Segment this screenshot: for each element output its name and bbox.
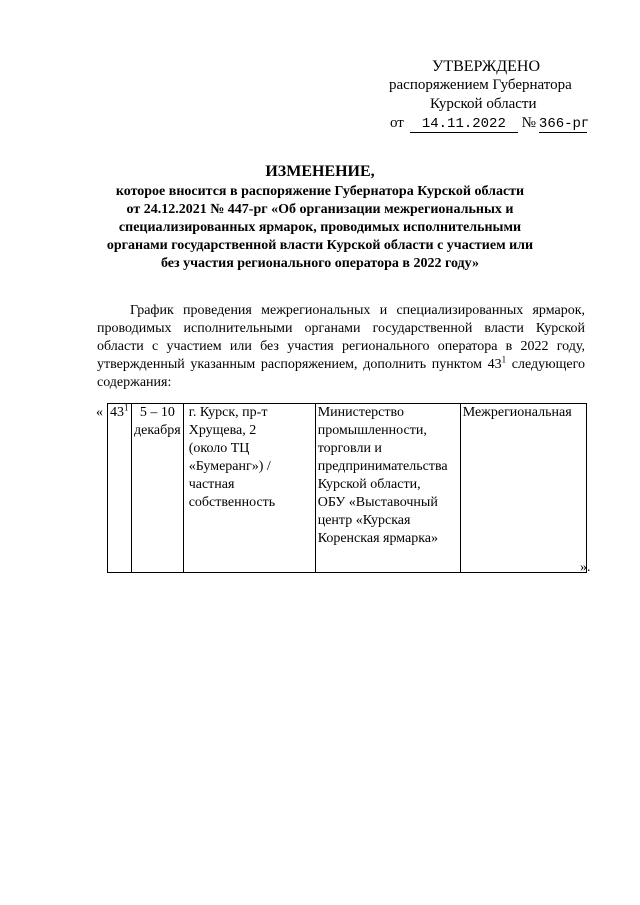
heading-line: специализированных ярмарок, проводимых исполнительными — [118, 220, 522, 235]
organizer-line: Коренская ярмарка» — [317, 531, 439, 546]
approved-label: УТВЕРЖДЕНО — [432, 58, 541, 75]
organizer-line: предпринимательства — [317, 459, 448, 474]
approved-by-line: распоряжением Губернатора — [389, 77, 572, 93]
approval-number: 366-рг — [538, 116, 590, 132]
row-number: 43 — [110, 405, 124, 420]
place-line: собственность — [188, 495, 276, 510]
organizer-line: Министерство — [317, 405, 405, 420]
organizer-line: центр «Курская — [317, 513, 411, 528]
document-title: ИЗМЕНЕНИЕ, — [265, 163, 375, 180]
close-quote: ». — [580, 560, 591, 575]
approved-region-line: Курской области — [430, 96, 537, 112]
body-paragraph — [97, 302, 585, 392]
place-line: (около ТЦ — [188, 441, 250, 456]
paragraph-text: График проведения межрегиональных и специализированных ярмарок, проводимых исполнительными органами государственной власти Курской области с участием или без участия регионального оператора в 2022 году, утвержденный указанным распоряжением, дополнить пунктом 43 — [97, 303, 585, 372]
date-range: 5 – 10 — [139, 405, 175, 420]
table-row — [108, 404, 587, 573]
cell-number — [108, 404, 132, 573]
heading-line: которое вносится в распоряжение Губернатора Курской области — [115, 184, 525, 199]
number-label: № — [521, 115, 536, 131]
paragraph-tail: следующего содержания: — [97, 357, 586, 390]
heading-line: от 24.12.2021 № 447-рг «Об организации межрегиональных и — [126, 202, 514, 217]
place-line: Хрущева, 2 — [188, 423, 257, 438]
fair-type: Межрегиональная — [462, 405, 572, 420]
insertion-table — [107, 403, 587, 573]
heading-line: органами государственной власти Курской области с участием или — [106, 238, 534, 253]
heading-line: без участия регионального оператора в 2022 году» — [160, 256, 479, 271]
organizer-line: ОБУ «Выставочный — [317, 495, 438, 510]
open-quote: « — [96, 405, 103, 420]
organizer-line: промышленности, — [317, 423, 427, 438]
place-line: частная — [188, 477, 235, 492]
paragraph-superscript: 1 — [501, 354, 507, 365]
cell-place — [183, 404, 315, 573]
date-month: декабря — [134, 423, 181, 438]
cell-dates — [132, 404, 184, 573]
row-number-superscript: 1 — [124, 402, 129, 413]
cell-organizer — [315, 404, 460, 573]
approval-stamp — [380, 57, 600, 133]
approval-date-number-line — [390, 114, 600, 133]
cell-fair-type — [460, 404, 586, 573]
organizer-line: Курской области, — [317, 477, 421, 492]
place-line: «Бумеранг») / — [188, 459, 271, 474]
approval-date: 14.11.2022 — [410, 117, 518, 133]
document-heading — [90, 161, 550, 273]
place-line: г. Курск, пр-т — [188, 405, 268, 420]
organizer-line: торговли и — [317, 441, 382, 456]
from-label: от — [390, 115, 404, 131]
